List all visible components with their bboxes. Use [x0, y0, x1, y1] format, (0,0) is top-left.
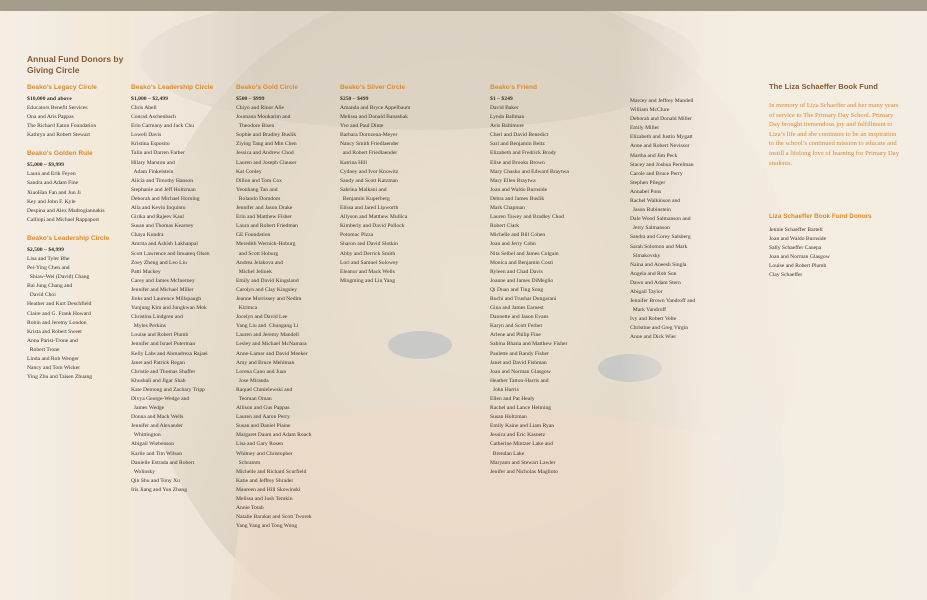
donor-name: Monica and Benjamin Costi	[490, 259, 553, 266]
top-bar	[0, 0, 927, 11]
donor-name: Lauren and Jeremy Mandell	[236, 332, 299, 339]
donor-name: Amrita and Ashish Lakhanpal	[131, 241, 198, 248]
donor-name: Sabina Bhatia and Matthew Fisher	[490, 341, 568, 348]
donor-name: Jose Miranda	[236, 377, 269, 384]
donor-name: Christine and Greg Virgin	[630, 325, 689, 332]
donor-name: Melissa and Donald Banashak	[340, 114, 408, 121]
donor-name: William McClure	[630, 107, 670, 114]
donor-name: Dale Wood Salmanson and	[630, 216, 691, 223]
donor-name: Nita Seibel and James Colgain	[490, 250, 559, 257]
donor-name: Krista and Robert Sweet	[27, 328, 82, 335]
donor-name: Dannette and Jason Evans	[490, 314, 549, 321]
donor-name: Schramm	[236, 459, 261, 466]
donor-name: James Wedge	[131, 405, 165, 412]
donor-name: Kristina Esposito	[131, 141, 170, 148]
donor-name: Janet and Patrick Regan	[131, 359, 185, 366]
donor-name: Lesley and Michael McNamara	[236, 341, 307, 348]
donor-name: Lisa and Gary Rosen	[236, 441, 284, 448]
donor-name: Mary Ellen Braytwa	[490, 177, 536, 184]
book-fund-text: In memory of Liza Schaeffer and her many years of service to The Primary Day School. Primary Day brought tremendous joy and fulfillment to Liza’s life and she continues to be an inspiration to the school’s continued mission to educate and instill a lifelong love of learning for Primary Day students.	[769, 102, 900, 167]
donor-name: Hilary Marston and	[131, 159, 175, 166]
donor-name: Ying Zhu and Taisen Zhuang	[27, 374, 93, 381]
donor-name: Stephen Pileger	[630, 179, 666, 186]
donor-name: Michelle and Bill Cohen	[490, 232, 546, 239]
donor-name: Yang Liu and Chungang Li	[236, 323, 299, 330]
donor-list	[27, 170, 127, 225]
donor-name: Jason Rubinstein	[630, 207, 671, 214]
donor-name: and Scott Hoburg	[236, 250, 279, 257]
donor-name: Linda and Rob Wenger	[27, 355, 79, 362]
donor-list	[236, 104, 338, 531]
donor-name: Erin Carmany and Jack Chu	[131, 123, 195, 130]
donor-name: Joanne and James DiMeglio	[490, 277, 554, 284]
donor-name: Adam Finkelstein	[131, 168, 174, 175]
donor-name: Lisa and Tyler Bhe	[27, 255, 70, 262]
donor-name: Jerry Salmanson	[630, 225, 670, 232]
book-fund-donor: Sally Schaeffer Canepa	[769, 245, 822, 252]
donor-list	[490, 104, 610, 477]
donor-name: Dawn and Adam Stern	[630, 279, 681, 286]
donor-name: Rolando Domdom	[236, 195, 281, 202]
donor-name: Iris Jiang and Yun Zhang	[131, 486, 188, 493]
donor-name: Zoey Zheng and Leo Liu	[131, 259, 187, 266]
donor-name: Kirimca	[236, 305, 258, 312]
donor-name: Carey and James McInerney	[131, 277, 195, 284]
donor-name: Katrina Hill	[340, 159, 367, 166]
donor-name: Jocelyn and David Lee	[236, 314, 288, 321]
donor-name: Chaya Kundra	[131, 232, 164, 239]
donor-name: Susan and Daniel Plaine	[236, 423, 291, 430]
donor-name: Deborah and Michael Horning	[131, 195, 200, 202]
donor-name: Lauren and Joseph Clauser	[236, 159, 297, 166]
donor-name: Divya George-Wedge and	[131, 396, 190, 402]
donor-name: Emily and David Kingsland	[236, 277, 299, 284]
donor-name: Cheri and David Benedict	[490, 132, 549, 139]
donor-list	[27, 104, 127, 140]
donor-name: Carole and Bruce Perry	[630, 170, 683, 177]
donor-name: Educators Benefit Services	[27, 105, 88, 111]
donor-name: Sari and Benjamin Beitz	[490, 141, 545, 148]
donor-name: Kat Conley	[236, 168, 262, 175]
donor-name: Deborah and Donald Miller	[630, 116, 692, 123]
donor-name: Khushali and Jigar Shah	[131, 377, 186, 384]
donor-name: Sophie and Bradley Buslik	[236, 132, 297, 139]
donor-name: Benjamin Kuperberg	[340, 195, 390, 202]
donor-name: Abigail Wiebenson	[131, 441, 175, 448]
column-2	[131, 83, 233, 495]
donor-name: Jennifer and Alexander	[131, 423, 183, 430]
donor-name: Ivy and Robert Velte	[630, 316, 677, 323]
donor-name: Jennifer and Jason Drake	[236, 205, 293, 212]
giving-circle-section	[236, 83, 338, 531]
book-fund-title: The Liza Schaeffer Book Fund	[769, 82, 878, 91]
donor-name: Ziying Tang and Min Chen	[236, 141, 297, 148]
donor-name: Jessica and Eric Kasnetz	[490, 432, 546, 439]
donor-name: Anne-Lamar and David Meeker	[236, 350, 308, 357]
donor-name: Meredith Wernick-Hoburg	[236, 241, 296, 248]
donor-name: Annabel Pons	[630, 188, 662, 195]
donor-name: Abby and Derrick Smith	[340, 250, 396, 257]
circle-title: Beako’s Silver Circle	[340, 84, 405, 91]
donor-name: Yeonhang Tan and	[236, 186, 278, 193]
donor-name: Heather and Kurt Deschfield	[27, 301, 92, 308]
donor-name: Joan and Jerry Cohn	[490, 241, 536, 248]
donor-name: XiaoHan Fan and Jun Ji	[27, 189, 81, 196]
donor-name: Natalie Barakat and Scott Tworek	[236, 514, 312, 521]
column-1	[27, 83, 127, 382]
book-fund-donors-title: Liza Schaeffer Book Fund Donors	[769, 213, 872, 220]
donor-name: Danielle Estrada and Robert	[131, 459, 195, 466]
donor-name: Avis Baltimore	[490, 123, 524, 130]
donor-name: Qin Shu and Tony Xu	[131, 477, 180, 484]
donor-name: Ruchi and Trushar Dungarani	[490, 295, 557, 302]
donor-name: Laura and Erik Feyen	[27, 171, 76, 178]
donor-name: Erin and Matthew Fisher	[236, 214, 292, 221]
donor-name: Lynda Ballman	[490, 114, 525, 121]
donor-name: Rachel Walkinson and	[630, 198, 681, 205]
donor-name: Sandra and Corey Salsberg	[630, 234, 691, 241]
donor-name: John Harris	[490, 386, 519, 393]
donor-name: Dillon and Tom Cox	[236, 177, 282, 184]
donor-name: Donna and Mack Wells	[131, 414, 184, 421]
donor-name: Sandra and Adam Fine	[27, 180, 79, 187]
donor-name: Naina and Aneesh Singla	[630, 261, 687, 268]
donor-name: The Richard Eaton Foundation	[27, 123, 97, 130]
donor-name: Emily Miller	[630, 125, 660, 132]
donor-name: Anne and Dick Wier	[630, 334, 677, 341]
donor-name: Stacey and Joshua Perelman	[630, 161, 694, 168]
donor-name: Arlene and Philip Fine	[490, 332, 541, 339]
giving-circle-section	[490, 83, 610, 477]
circle-amount-range: $1 – $249	[490, 96, 513, 102]
circle-amount-range: $500 – $999	[236, 96, 265, 102]
donor-name: Myles Perkins	[131, 323, 166, 330]
donor-name: Lauren and Aaron Perry	[236, 414, 290, 421]
donor-name: Catherine Mintzer Lake and	[490, 441, 553, 448]
giving-circle-section	[340, 83, 450, 286]
donor-name: Carolyn and Clay Kingsley	[236, 286, 298, 293]
donor-name: Elizabeth and Fredrick Brody	[490, 150, 557, 157]
donor-name: Melissa and Josh Temkin	[236, 496, 293, 503]
donor-list	[131, 104, 233, 495]
donor-name: Elizabeth and Justin Mygatt	[630, 134, 693, 141]
donor-name: Joan and Norman Glasgow	[490, 368, 551, 375]
donor-name: Abigail Taylor	[630, 288, 663, 295]
donor-name: Joumana Moukarim and	[236, 114, 291, 121]
donor-name: Christina Lindgren and	[131, 314, 183, 321]
book-fund-donors-list	[769, 226, 830, 281]
circle-amount-range: $2,500 – $4,999	[27, 246, 64, 253]
giving-circle-section	[27, 83, 127, 140]
donor-name: Cydney and Ivor Knowitz	[340, 168, 399, 175]
donor-name: Talin and Darren Farber	[131, 150, 185, 157]
donor-name: Alla and Kevin Inquinto	[131, 205, 186, 212]
donor-name: Rachel and Lance Helming	[490, 405, 552, 412]
donor-name: Yang Yang and Tong Wong	[236, 523, 298, 530]
donor-name: Martha and Jim Peck	[630, 152, 678, 159]
donor-name: Allison and Gus Pappas	[236, 405, 290, 412]
donor-name: Wolinsky	[131, 468, 155, 475]
circle-title: Beako’s Legacy Circle	[27, 84, 97, 91]
donor-name: Paulette and Randy Fisher	[490, 350, 549, 357]
donor-name: Robert Trone	[27, 346, 60, 353]
donor-list	[340, 104, 450, 286]
donor-name: Stephanie and Jeff Holtzman	[131, 186, 196, 193]
donor-name: Lori and Samuel Solowey	[340, 259, 399, 266]
donor-name: Robin and Jeremy London	[27, 319, 87, 326]
donor-name: Jennifer and Michael Miller	[131, 286, 194, 293]
donor-name: Jenifer and Nicholas Maglinto	[490, 468, 558, 475]
donor-name: GE Foundation	[236, 232, 271, 239]
donor-name: Angela and Rob Son	[630, 270, 677, 277]
donor-name: Margaret Daum and Adam Roach	[236, 432, 312, 439]
donor-name: Susan and Thomas Kearney	[131, 223, 194, 230]
donor-name: Katie and Jeffrey Shrader	[236, 477, 294, 484]
donor-name: Lauren Tawey and Bradley Chod	[490, 214, 565, 221]
book-fund-donor: Jennie Schaeffer Bartell	[769, 227, 823, 233]
donor-name: Patti Mackey	[131, 268, 161, 275]
donor-name: Maryann and Stewart Lawler	[490, 459, 556, 466]
column-5	[490, 83, 610, 477]
donor-name: Janet and David Fishman	[490, 359, 547, 366]
donor-name: Sabrina Malkani and	[340, 186, 387, 193]
donor-name: Maureen and Hill Skowinski	[236, 486, 301, 493]
circle-amount-range: $1,000 – $2,499	[131, 96, 168, 102]
donor-name: Pei-Ying Chen and	[27, 265, 70, 272]
giving-circle-section	[630, 97, 740, 343]
donor-name: Barbara Dornzena-Meyer	[340, 132, 398, 139]
donor-name: Whittington	[131, 432, 161, 439]
donor-name: Mark Vandroff	[630, 307, 666, 314]
donor-name: Theodore Bisen	[236, 123, 275, 130]
donor-name: Yunjung Kim and Jungkwan Mok	[131, 305, 207, 312]
donor-name: Anna Parisi-Trone and	[27, 337, 78, 344]
donor-name: Potomac Pizza	[340, 232, 374, 239]
donor-name: David Choi	[27, 292, 56, 299]
donor-name: Scott Lawrence and Imuateq Olsen	[131, 250, 210, 257]
donor-name: Jennifer and Israel Puterman	[131, 341, 196, 348]
donor-name: Qi Duan and Ting Song	[490, 286, 544, 293]
donor-name: Laura and Robert Friedman	[236, 223, 298, 230]
donor-name: Claire and G. Frank Howard	[27, 310, 91, 317]
donor-name: Simakovsky	[630, 252, 661, 259]
donor-name: Jessica and Andrew Chod	[236, 150, 294, 157]
donor-name: Mary Chasko and Edward Braytwa	[490, 168, 569, 175]
donor-name: Amy and Bruce Mehlman	[236, 359, 295, 366]
donor-name: Sarah Solomon and Mark	[630, 243, 688, 250]
donor-name: Jinks and Laurence Millspaugh	[131, 295, 202, 302]
giving-circle-section	[27, 149, 127, 225]
donor-name: Kathryn and Robert Stewart	[27, 132, 90, 139]
donor-name: Raquel Chmielewski and	[236, 386, 293, 393]
donor-name: Amanda and Bryce Appelbaum	[340, 105, 411, 111]
column-4	[340, 83, 450, 286]
donor-name: Elissa and Jared Lipworth	[340, 205, 399, 212]
donor-name: Allyson and Matthew Mullica	[340, 214, 408, 221]
donor-name: Joan and Waldo Burnside	[490, 186, 548, 193]
book-fund-donor: Joan and Waldo Burnside	[769, 236, 827, 243]
donor-name: Yve and Paul Dinte	[340, 123, 384, 130]
circle-amount-range: $250 – $499	[340, 96, 369, 102]
donor-name: Susan Holtzman	[490, 414, 527, 421]
donor-name: Alicia and Timothy Hanson	[131, 177, 193, 184]
donor-name: Nancy and Tom Wicker	[27, 365, 81, 372]
donor-name: Key and John F. Kyle	[27, 198, 76, 205]
donor-name: Karyn and Scott Ferber	[490, 323, 543, 330]
donor-name: Nancy Smith Friedlaender	[340, 141, 400, 148]
book-fund-donor: Clay Schaeffer	[769, 272, 803, 279]
donor-name: Elise and Brooks Brown	[490, 159, 545, 166]
donor-name: Chris Abell	[131, 105, 157, 111]
donor-name: Gina and James Earnest	[490, 305, 544, 312]
donor-name: David Baker	[490, 105, 519, 111]
donor-name: Whitney and Christopher	[236, 450, 293, 457]
donor-list	[630, 97, 740, 343]
donor-name: Brendan Lake	[490, 450, 525, 457]
donor-name: Annie Totah	[236, 505, 264, 512]
donor-name: Michelle and Richard Scurfield	[236, 468, 307, 475]
donor-name: Marcey and Jeffrey Mandell	[630, 98, 694, 104]
donor-name: Sandy and Scott Katzman	[340, 177, 398, 184]
donor-name: Mark Chapman	[490, 205, 525, 212]
donor-name: Bai Jung Chang and	[27, 283, 73, 290]
donor-name: Anne and Robert Nevissor	[630, 143, 690, 150]
donor-name: Karlie and Tim Wilson	[131, 450, 183, 457]
donor-name: Lorena Cano and Juan	[236, 368, 287, 375]
donor-name: Sharon and David Slotkin	[340, 241, 398, 248]
circle-amount-range: $5,000 – $9,999	[27, 162, 64, 169]
donor-name: Andrea Jelakova and	[236, 259, 283, 266]
donor-name: Kate Demong and Zachary Tripp	[131, 386, 205, 393]
circle-title: Beako’s Leadership Circle	[27, 234, 110, 242]
circle-title: Beako’s Friend	[490, 84, 538, 91]
donor-name: Debra and James Buslik	[490, 195, 545, 202]
circle-amount-range: $10,000 and above	[27, 96, 72, 102]
donor-name: Robert Clark	[490, 223, 520, 230]
donor-name: Mingming and Liu Yang	[340, 277, 396, 284]
donor-name: Jennifer Brown Vandroff and	[630, 298, 696, 305]
donor-name: Girika and Rajeev Kaul	[131, 214, 184, 221]
donor-name: Eleanor and Mack Wells	[340, 268, 395, 275]
donor-name: Louise and Robert Plumb	[131, 332, 189, 339]
donor-name: Heather Tatton-Harris and	[490, 377, 549, 384]
circle-title: Beako’s Leadership Circle	[131, 84, 214, 91]
donor-name: Conrad Aschenbach	[131, 114, 176, 121]
donor-name: Chiyo and Rinor Alie	[236, 105, 285, 111]
donor-name: and Robert Friedlaender	[340, 150, 398, 157]
book-fund-donor: Joan and Norman Glasgow	[769, 254, 830, 261]
donor-name: Kimberly and David Pollock	[340, 223, 405, 230]
donor-list	[27, 255, 127, 382]
page-title: Annual Fund Donors by Giving Circle	[27, 54, 124, 75]
donor-name: Emily Kaine and Liam Ryan	[490, 423, 555, 430]
donor-name: Lowell Davis	[131, 132, 162, 139]
donor-name: Ryleen and Chad Davis	[490, 268, 543, 275]
donor-name: Shiaw-Wei (David) Chang	[27, 274, 90, 281]
donor-name: Teoman Oman	[236, 396, 272, 402]
donor-name: Ona and Aris Pappas	[27, 114, 74, 121]
circle-title: Beako’s Gold Circle	[236, 84, 299, 91]
book-fund-donor: Louise and Robert Plumb	[769, 263, 827, 270]
donor-name: Despina and Alex Madrogiannakis	[27, 207, 105, 214]
donor-name: Calliopi and Michael Rappaport	[27, 216, 99, 223]
donor-name: Ellen and Pat Healy	[490, 396, 535, 402]
donor-name: Christie and Thomas Shaffer	[131, 368, 196, 375]
giving-circle-section	[27, 234, 127, 382]
donor-name: Kelly Labs and Ahmadreza Rajaei	[131, 350, 208, 357]
column-6	[630, 97, 740, 343]
donor-name: Jeanne Morrissey and Nedim	[236, 295, 302, 302]
giving-circle-section	[131, 83, 233, 495]
donor-name: Michel Jelinek	[236, 268, 272, 275]
column-3	[236, 83, 338, 531]
circle-title: Beako’s Golden Rule	[27, 150, 93, 158]
